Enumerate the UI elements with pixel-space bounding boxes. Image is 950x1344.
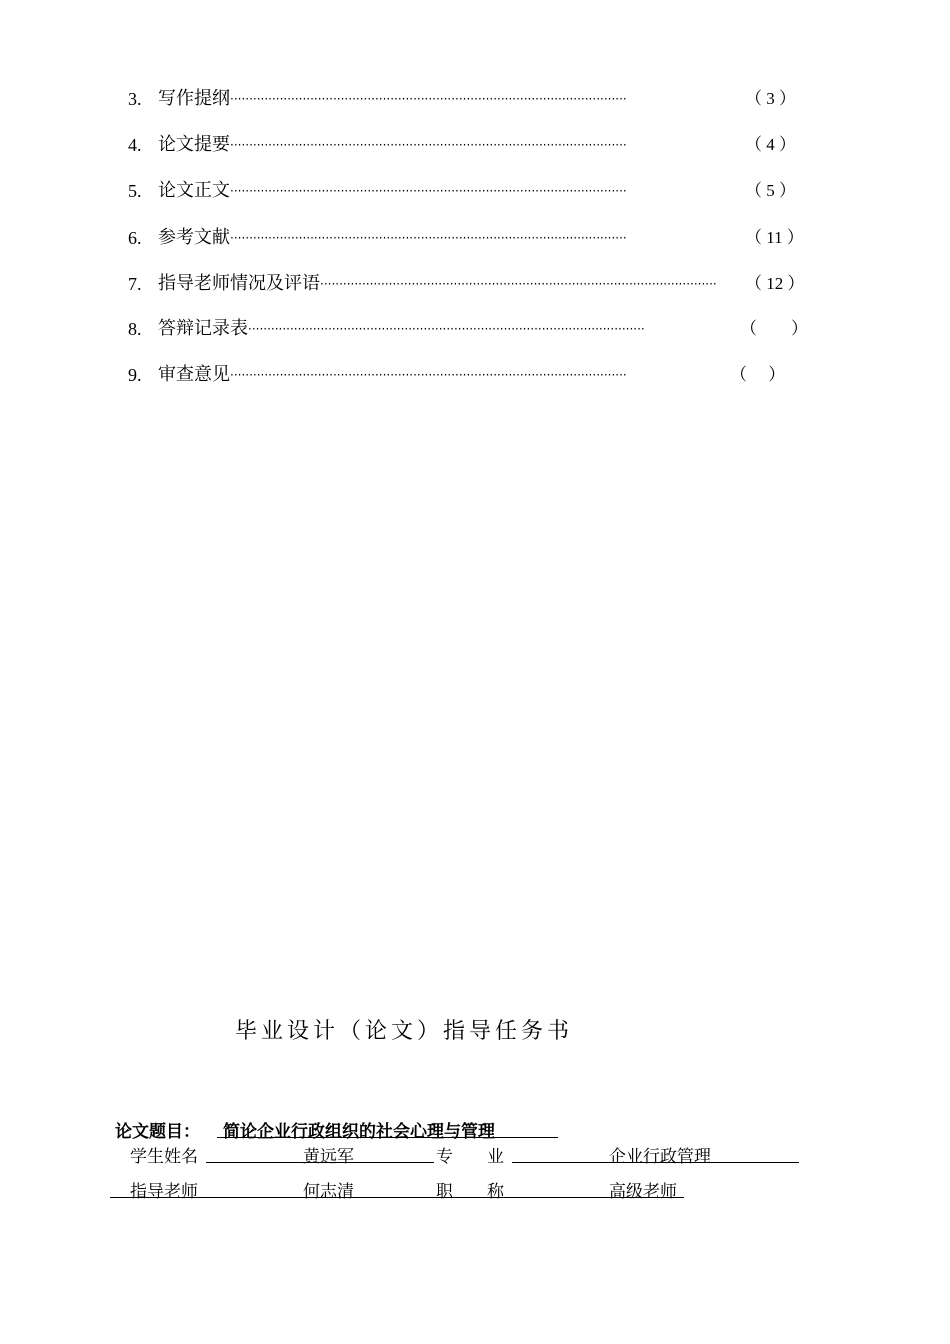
toc-title: 指导老师情况及评语: [158, 273, 320, 294]
toc-number: 3.: [128, 89, 142, 109]
toc-item-9[interactable]: [128, 361, 712, 389]
dot-leader: ········································································································: [248, 322, 645, 336]
toc-number: 9.: [128, 365, 142, 385]
toc-title: 论文提要: [158, 134, 230, 155]
student-label: 学生姓名: [130, 1147, 198, 1167]
toc-number: 6.: [128, 228, 142, 248]
toc-item-8[interactable]: [128, 315, 724, 343]
toc-page-8: （ ）: [740, 319, 808, 338]
toc-page-9: （ ）: [730, 365, 786, 384]
dot-leader: ········································································································: [230, 184, 627, 198]
dot-leader: ········································································································: [320, 277, 717, 291]
toc-title: 审查意见: [158, 364, 230, 385]
toc-page-6: （ 11 ）: [745, 228, 804, 247]
student-underline: [206, 1162, 434, 1163]
rank-label: 职 称: [436, 1182, 504, 1202]
topic-label: 论文题目：: [115, 1122, 200, 1142]
toc-page-5: （ 5 ）: [745, 181, 796, 200]
major-underline: [512, 1162, 799, 1163]
major-value: 企业行政管理: [609, 1147, 711, 1167]
toc-item-3[interactable]: [128, 85, 726, 113]
advisor-label: 指导老师: [130, 1182, 198, 1202]
task-book-heading: 毕业设计（论文）指导任务书: [235, 1019, 574, 1044]
dot-leader: ········································································································: [230, 231, 627, 245]
toc-title: 参考文献: [158, 227, 230, 248]
toc-number: 5.: [128, 181, 142, 201]
major-label: 专 业: [436, 1147, 504, 1167]
advisor-rank-underline: [110, 1197, 684, 1198]
toc-title: 论文正文: [158, 180, 230, 201]
toc-page-4: （ 4 ）: [745, 135, 796, 154]
toc-item-7[interactable]: [128, 270, 732, 298]
toc-item-6[interactable]: [128, 224, 726, 252]
toc-page-7: （ 12 ）: [745, 274, 805, 293]
toc-number: 7.: [128, 274, 142, 294]
dot-leader: ········································································································: [230, 92, 627, 106]
toc-item-4[interactable]: [128, 131, 726, 159]
toc-number: 4.: [128, 135, 142, 155]
advisor-value: 何志清: [303, 1182, 354, 1202]
dot-leader: ········································································································: [230, 138, 627, 152]
student-value: 黄远军: [303, 1147, 354, 1167]
toc-title: 写作提纲: [158, 88, 230, 109]
topic-underline: [217, 1137, 558, 1138]
dot-leader: ········································································································: [230, 368, 627, 382]
toc-page-3: （ 3 ）: [745, 89, 796, 108]
toc-number: 8.: [128, 319, 142, 339]
toc-title: 答辩记录表: [158, 318, 248, 339]
rank-value: 高级老师: [609, 1182, 677, 1202]
toc-item-5[interactable]: [128, 177, 726, 205]
topic-value: 简论企业行政组织的社会心理与管理: [223, 1122, 495, 1142]
